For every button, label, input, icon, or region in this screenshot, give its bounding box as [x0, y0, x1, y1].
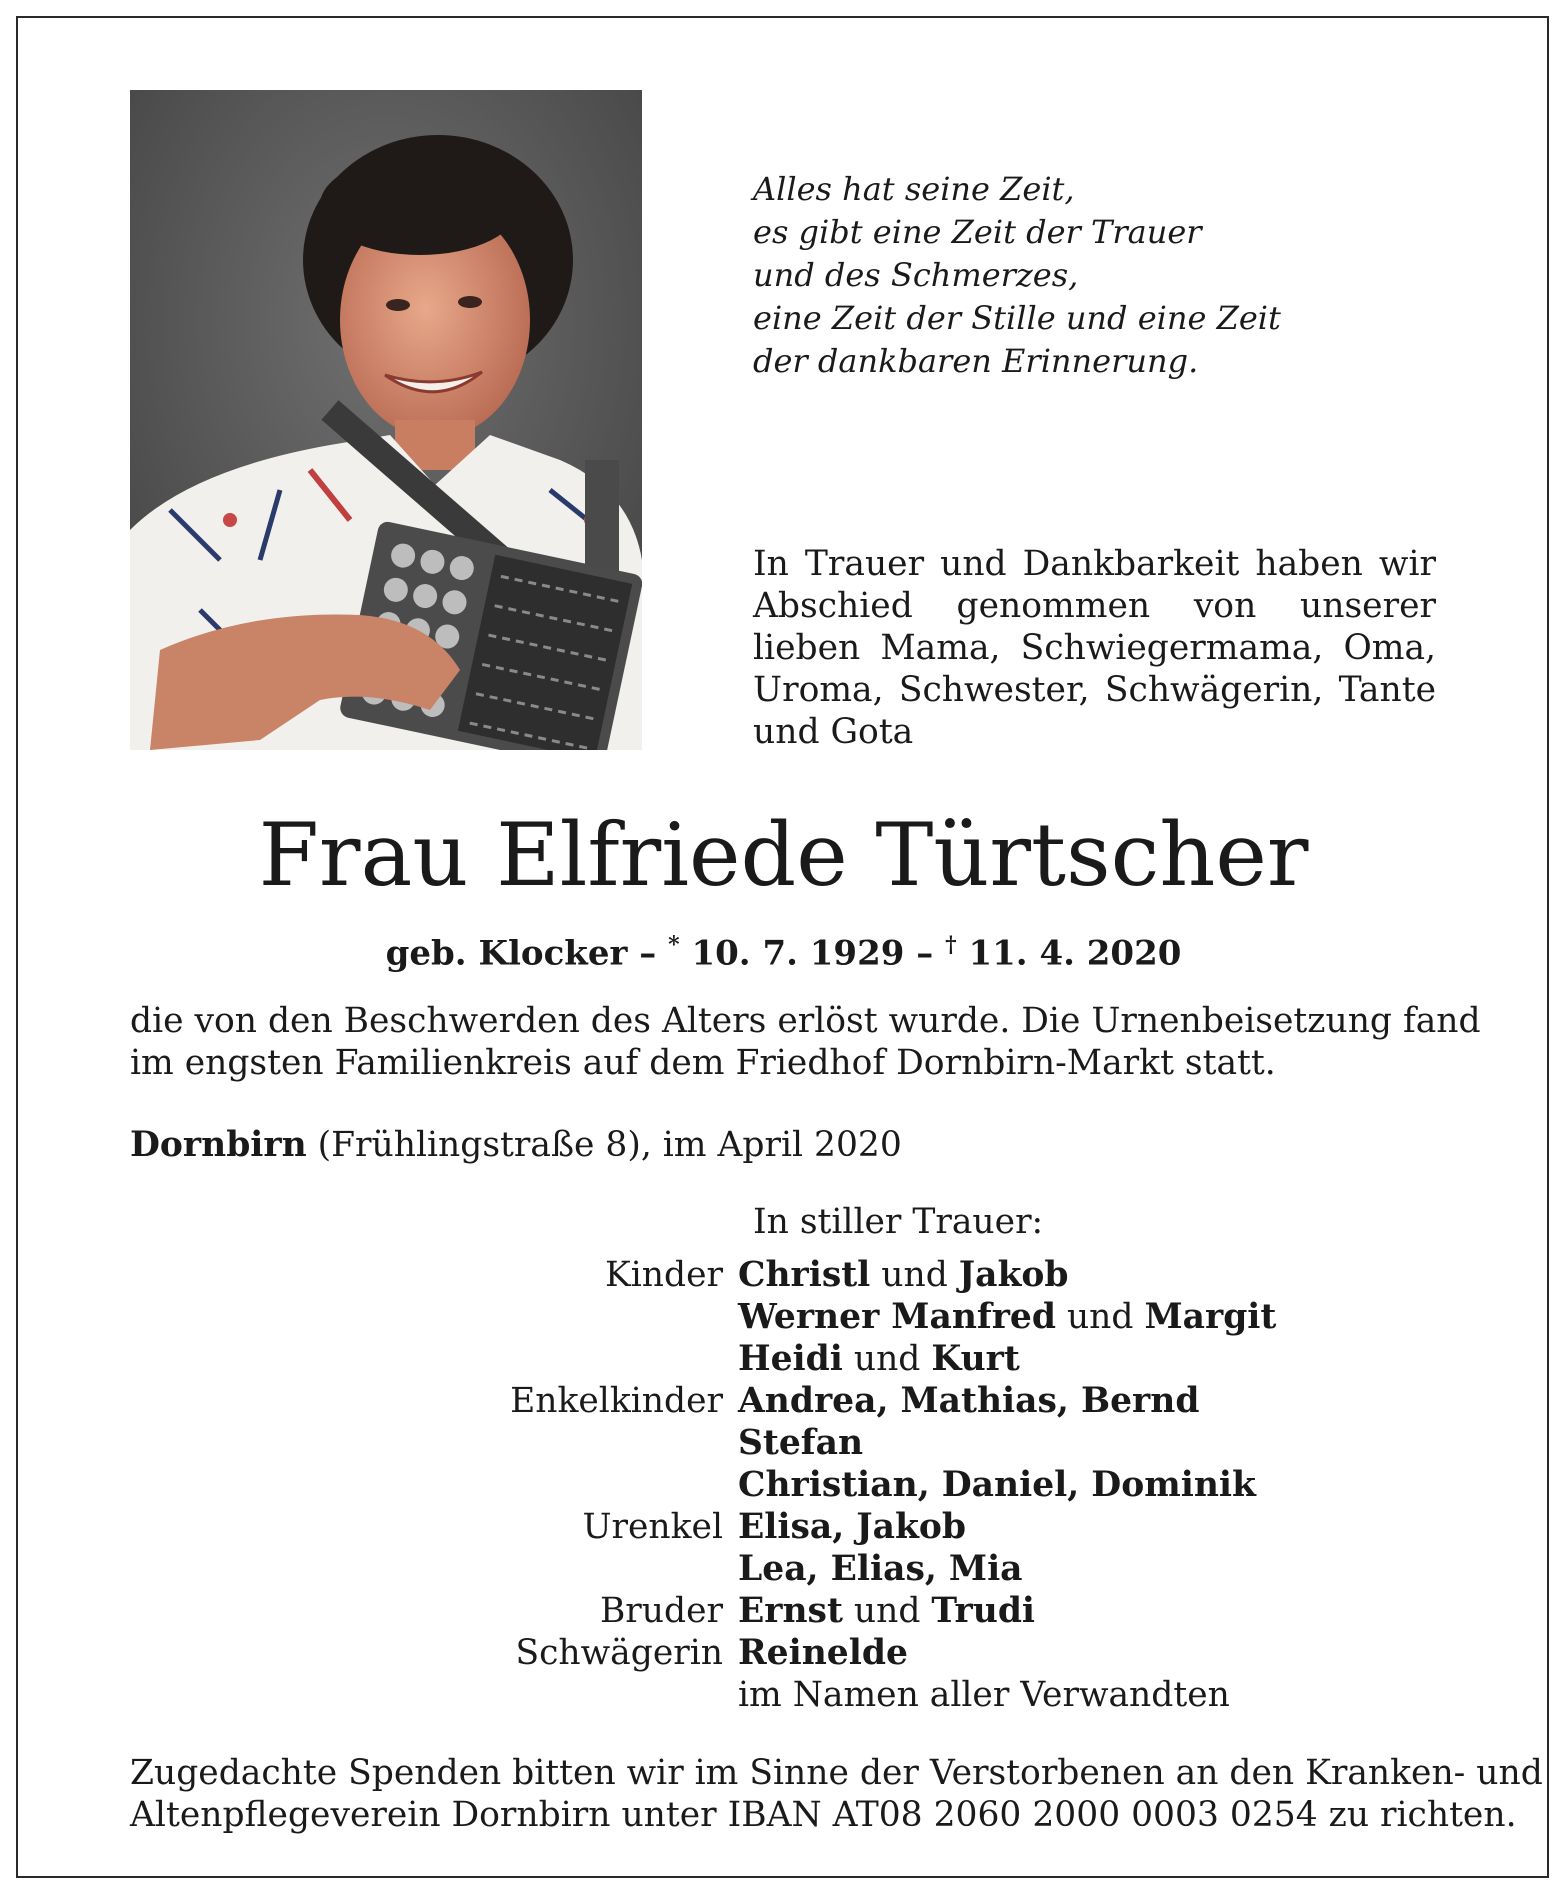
birth-name: geb. Klocker	[385, 933, 628, 974]
mourner-names	[738, 1674, 1230, 1716]
mourner-role	[300, 1548, 738, 1590]
mourner-names	[738, 1464, 1256, 1506]
mourner-names	[738, 1422, 863, 1464]
mourner-name: Ernst	[738, 1591, 843, 1631]
birth-symbol: *	[668, 932, 680, 958]
mourner-name: Trudi	[931, 1591, 1036, 1631]
poem-line: es gibt eine Zeit der Trauer	[753, 213, 1202, 251]
mourner-role: Schwägerin	[515, 1633, 723, 1673]
mourner-role	[300, 1674, 738, 1716]
burial-notice-line: die von den Beschwerden des Alters erlöst wurde. Die Urnenbeisetzung fand	[130, 1001, 1481, 1041]
mourner-name: Margit	[1144, 1297, 1277, 1337]
mourner-name: Reinelde	[738, 1633, 908, 1673]
place-date	[130, 1124, 902, 1166]
mourners-list	[300, 1254, 1400, 1716]
mourner-row	[300, 1422, 1400, 1464]
mourner-row	[300, 1506, 1400, 1548]
connector-text: und	[842, 1591, 932, 1631]
mourner-name: Werner Manfred	[738, 1297, 1056, 1337]
donation-line: Zugedachte Spenden bitten wir im Sinne der Verstorbenen an den Kranken- und	[130, 1753, 1543, 1793]
mourner-name: Stefan	[738, 1423, 864, 1463]
mourner-role: Enkelkinder	[510, 1381, 723, 1421]
poem-line: Alles hat seine Zeit,	[753, 170, 1075, 208]
mourner-name: Lea, Elias, Mia	[738, 1549, 1023, 1589]
mourner-row	[300, 1338, 1400, 1380]
place-address: (Frühlingstraße 8), im April 2020	[306, 1125, 902, 1165]
mourner-name: Christl	[738, 1255, 871, 1295]
mourner-role	[300, 1422, 738, 1464]
connector-text: und	[870, 1255, 959, 1295]
mourner-names	[738, 1254, 1068, 1296]
mourner-names	[738, 1632, 908, 1674]
mourner-row	[300, 1674, 1400, 1716]
burial-notice	[130, 1000, 1481, 1084]
intro-text: In Trauer und Dankbarkeit haben wir Abschied genommen von unserer lieben Mama, Schwiegermama, Oma, Uroma, Schwester, Schwägerin, Tante und Gota	[753, 544, 1436, 752]
mourner-row	[300, 1464, 1400, 1506]
mourner-name: Jakob	[958, 1255, 1069, 1295]
deceased-name: Frau Elfriede Türtscher	[258, 804, 1309, 906]
donation-line: Altenpflegeverein Dornbirn unter IBAN AT08 2060 2000 0003 0254 zu richten.	[130, 1795, 1517, 1835]
mourner-names	[738, 1380, 1199, 1422]
mourner-role: Bruder	[599, 1591, 723, 1631]
mourner-names	[738, 1296, 1276, 1338]
birth-death-line	[0, 924, 1567, 974]
place-city: Dornbirn	[130, 1125, 307, 1165]
portrait-photo	[130, 90, 642, 750]
mourner-name: Christian, Daniel, Dominik	[738, 1465, 1256, 1505]
connector-text: und	[1056, 1297, 1145, 1337]
mourner-names	[738, 1506, 966, 1548]
mourner-role	[300, 1296, 738, 1338]
mourner-role	[300, 1338, 738, 1380]
poem-line: eine Zeit der Stille und eine Zeit	[753, 299, 1281, 337]
birth-date: 10. 7. 1929	[691, 933, 905, 974]
mourner-row	[300, 1590, 1400, 1632]
separator: –	[916, 933, 934, 974]
mourner-name: Elisa, Jakob	[738, 1507, 967, 1547]
death-symbol: †	[945, 932, 957, 958]
poem	[753, 168, 1403, 383]
mourner-row	[300, 1548, 1400, 1590]
mourners-heading: In stiller Trauer:	[753, 1202, 1044, 1242]
separator: –	[639, 933, 657, 974]
mourner-name: Heidi	[738, 1339, 843, 1379]
poem-line: und des Schmerzes,	[753, 256, 1079, 294]
mourner-name: Andrea, Mathias, Bernd	[738, 1381, 1200, 1421]
mourner-row	[300, 1380, 1400, 1422]
mourner-names	[738, 1338, 1020, 1380]
donation-notice	[130, 1752, 1543, 1836]
death-date: 11. 4. 2020	[968, 933, 1182, 974]
connector-text: im Namen aller Verwandten	[738, 1675, 1230, 1715]
connector-text: und	[842, 1339, 932, 1379]
mourner-names	[738, 1548, 1023, 1590]
mourner-names	[738, 1590, 1035, 1632]
mourner-row	[300, 1632, 1400, 1674]
burial-notice-line: im engsten Familienkreis auf dem Friedhof Dornbirn-Markt statt.	[130, 1043, 1276, 1083]
mourner-row	[300, 1254, 1400, 1296]
mourner-role: Kinder	[604, 1255, 723, 1295]
mourner-name: Kurt	[931, 1339, 1020, 1379]
mourner-row	[300, 1296, 1400, 1338]
mourner-role: Urenkel	[582, 1507, 723, 1547]
poem-line: der dankbaren Erinnerung.	[753, 342, 1199, 380]
mourner-role	[300, 1464, 738, 1506]
